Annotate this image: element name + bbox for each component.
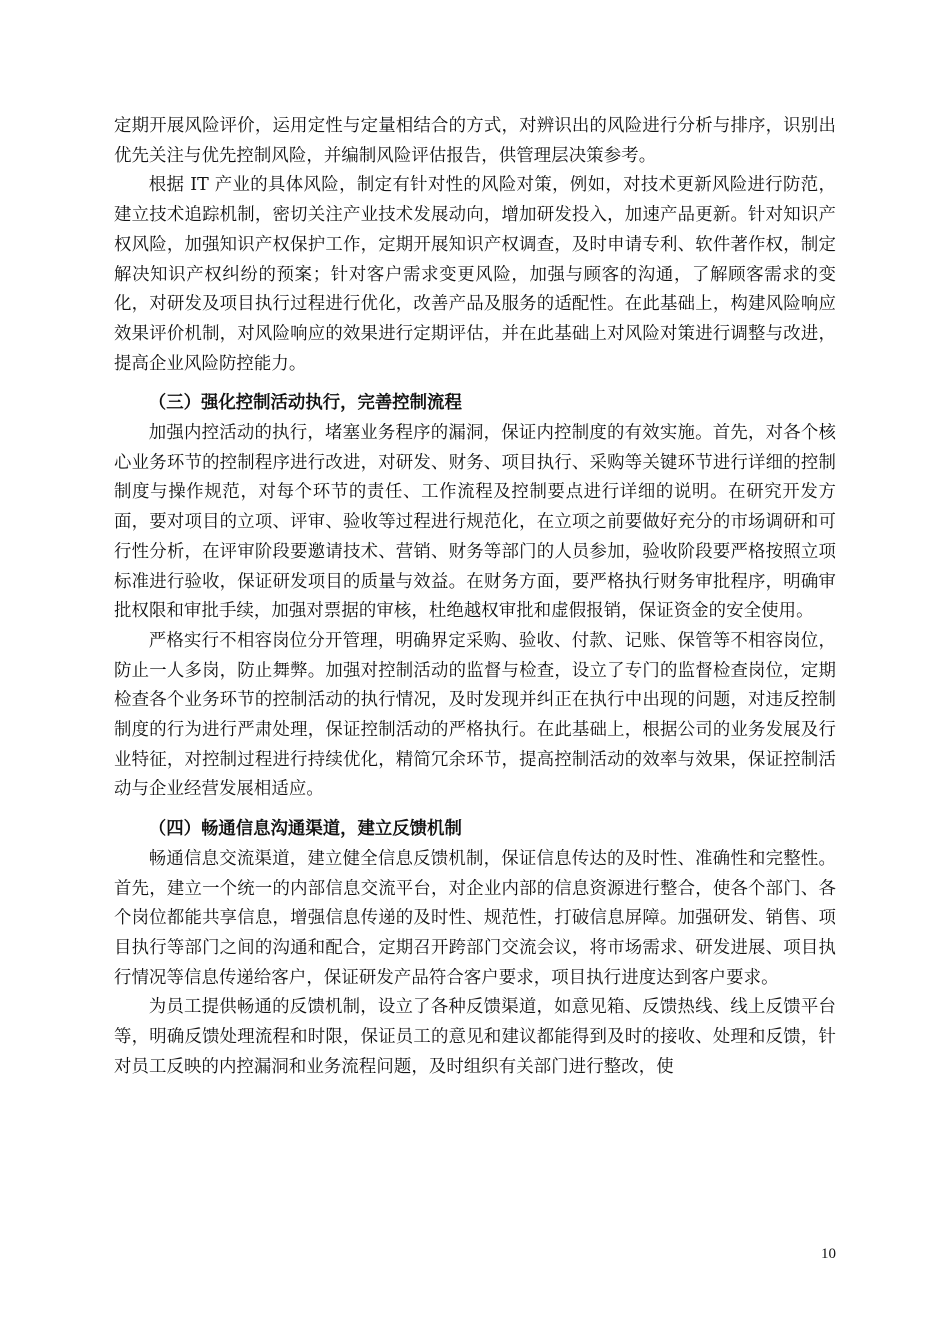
paragraph-risk-evaluation: 定期开展风险评价，运用定性与定量相结合的方式，对辨识出的风险进行分析与排序，识别出优先关注与优先控制风险，并编制风险评估报告，供管理层决策参考。 <box>114 116 836 166</box>
section-heading-3: （三）强化控制活动执行，完善控制流程 <box>148 393 462 414</box>
document-page <box>114 112 836 1083</box>
section-heading-4: （四）畅通信息沟通渠道，建立反馈机制 <box>148 819 462 840</box>
page-number: 10 <box>821 1246 836 1262</box>
paragraph-feedback-mechanism: 为员工提供畅通的反馈机制，设立了各种反馈渠道，如意见箱、反馈热线、线上反馈平台等，明确反馈处理流程和时限，保证员工的意见和建议都能得到及时的接收、处理和反馈，针对员工反映的内控漏洞和业务流程问题，及时组织有关部门进行整改，使 <box>114 997 836 1077</box>
paragraph-risk-countermeasures: 根据 IT 产业的具体风险，制定有针对性的风险对策，例如，对技术更新风险进行防范，建立技术追踪机制，密切关注产业技术发展动向，增加研发投入，加速产品更新。针对知识产权风险，加强知识产权保护工作，定期开展知识产权调查，及时申请专利、软件著作权，制定解决知识产权纠纷的预案；针对客户需求变更风险，加强与顾客的沟通，了解顾客需求的变化，对研发及项目执行过程进行优化，改善产品及服务的适配性。在此基础上，构建风险响应效果评价机制，对风险响应的效果进行定期评估，并在此基础上对风险对策进行调整与改进，提高企业风险防控能力。 <box>114 175 836 374</box>
paragraph-incompatible-positions: 严格实行不相容岗位分开管理，明确界定采购、验收、付款、记账、保管等不相容岗位，防止一人多岗，防止舞弊。加强对控制活动的监督与检查，设立了专门的监督检查岗位，定期检查各个业务环节的控制活动的执行情况，及时发现并纠正在执行中出现的问题，对违反控制制度的行为进行严肃处理，保证控制活动的严格执行。在此基础上，根据公司的业务发展及行业特征，对控制过程进行持续优化，精简冗余环节，提高控制活动的效率与效果，保证控制活动与企业经营发展相适应。 <box>114 630 836 800</box>
paragraph-control-activities: 加强内控活动的执行，堵塞业务程序的漏洞，保证内控制度的有效实施。首先，对各个核心业务环节的控制程序进行改进，对研发、财务、项目执行、采购等关键环节进行详细的控制制度与操作规范，对每个环节的责任、工作流程及控制要点进行详细的说明。在研究开发方面，要对项目的立项、评审、验收等过程进行规范化，在立项之前要做好充分的市场调研和可行性分析，在评审阶段要邀请技术、营销、财务等部门的人员参加，验收阶段要严格按照立项标准进行验收，保证研发项目的质量与效益。在财务方面，要严格执行财务审批程序，明确审批权限和审批手续，加强对票据的审核，杜绝越权审批和虚假报销，保证资金的安全使用。 <box>114 423 836 622</box>
paragraph-information-channels: 畅通信息交流渠道，建立健全信息反馈机制，保证信息传达的及时性、准确性和完整性。首先，建立一个统一的内部信息交流平台，对企业内部的信息资源进行整合，使各个部门、各个岗位都能共享信息，增强信息传递的及时性、规范性，打破信息屏障。加强研发、销售、项目执行等部门之间的沟通和配合，定期召开跨部门交流会议，将市场需求、研发进展、项目执行情况等信息传递给客户，保证研发产品符合客户要求，项目执行进度达到客户要求。 <box>114 848 836 988</box>
